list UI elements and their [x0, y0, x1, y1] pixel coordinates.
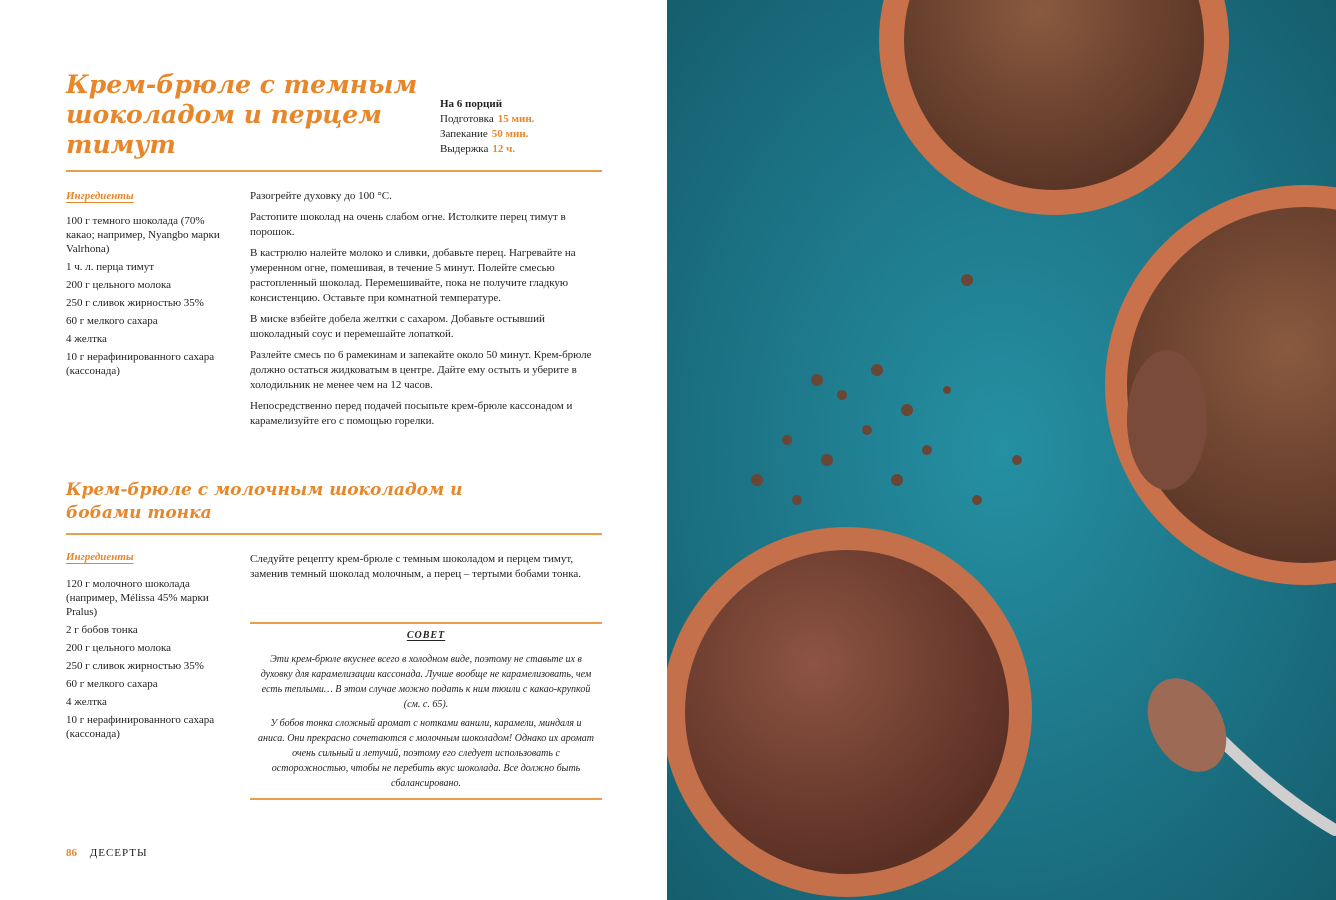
- tip-bottom-rule: [250, 798, 602, 800]
- time-value: 12 ч.: [492, 143, 516, 155]
- step-paragraph: В кастрюлю налейте молоко и сливки, добавьте перец. Нагревайте на умеренном огне, помешивая, в течение 5 минут. Полейте смесью растопленный шоколад. Перемешивайте, пока не получите гладкую консистенцию. Оставьте при комнатной температуре.: [250, 247, 576, 304]
- time-label: Подготовка: [440, 113, 494, 125]
- tip-top-rule: [250, 622, 602, 624]
- section-name: ДЕСЕРТЫ: [89, 847, 148, 859]
- tip-paragraph: Эти крем-брюле вкуснее всего в холодном виде, поэтому не ставьте их в духовку для карамелизации кассонада. Лучше вообще не карамелизовать, чем есть теплыми… В этом случае можно подать к ним тюили с какао-крупкой (см. с. 65).: [260, 654, 592, 710]
- ingredient-item: 120 г молочного шоколада (например, Mélissa 45% марки Pralus): [66, 578, 209, 618]
- creme-brulee-photo: [667, 0, 1336, 900]
- tip-box: [250, 622, 602, 800]
- ingredient-item: 1 ч. л. перца тимут: [66, 261, 155, 273]
- step-paragraph: Разлейте смесь по 6 рамекинам и запекайте около 50 минут. Крем-брюле должно остаться жидковатым в центре. Дайте ему остыть и уберите в холодильник не менее чем на 12 часов.: [250, 349, 592, 391]
- tip-heading: СОВЕТ: [406, 630, 446, 641]
- time-row: [440, 112, 534, 127]
- front-ramekin: [667, 527, 1032, 897]
- time-label: Запекание: [440, 128, 488, 140]
- ingredient-item: 4 желтка: [66, 333, 107, 345]
- photo-page: [667, 0, 1336, 900]
- tip-paragraph: У бобов тонка сложный аромат с нотками ванили, карамели, миндаля и аниса. Они прекрасно сочетаются с молочным шоколадом! Однако их аромат очень сильный и летучий, поэтому его следует использовать с осторожностью, чтобы не перебить вкус шоколада. Все должно быть сбалансировано.: [258, 718, 594, 789]
- portions-label: На 6 порций: [440, 98, 503, 110]
- ingredient-item: 200 г цельного молока: [66, 642, 172, 654]
- recipe1-portions-box: [440, 97, 534, 157]
- divider: [66, 170, 602, 172]
- ingredient-item: 250 г сливок жирностью 35%: [66, 660, 204, 672]
- tip-body: [258, 652, 594, 795]
- page-number: 86: [66, 847, 77, 859]
- page-footer: [66, 847, 148, 859]
- ingredient-item: 100 г темного шоколада (70% какао; например, Nyangbo марки Valrhona): [66, 215, 220, 255]
- time-value: 50 мин.: [491, 128, 529, 140]
- step-paragraph: Растопите шоколад на очень слабом огне. Истолките перец тимут в порошок.: [250, 211, 566, 238]
- time-row: [440, 127, 534, 142]
- intro-paragraph: Следуйте рецепту крем-брюле с темным шоколадом и перцем тимут, заменив темный шоколад молочным, а перец – тертыми бобами тонка.: [250, 553, 582, 580]
- recipe1-title: Крем-брюле с темным шоколадом и перцем тимут: [66, 70, 418, 159]
- ingredient-item: 200 г цельного молока: [66, 279, 172, 291]
- recipe1-steps: [250, 189, 602, 435]
- recipe2-ingredients-list: [66, 577, 231, 745]
- recipe2-title: Крем-брюле с молочным шоколадом и бобами тонка: [66, 480, 463, 523]
- step-paragraph: Разогрейте духовку до 100 °С.: [250, 190, 392, 202]
- recipe2-ingredients-heading: Ингредиенты: [66, 551, 134, 563]
- ingredient-item: 10 г нерафинированного сахара (кассонада): [66, 351, 215, 377]
- recipe1-ingredients-heading: Ингредиенты: [66, 190, 134, 202]
- step-paragraph: Непосредственно перед подачей посыпьте крем-брюле кассонадом и карамелизуйте его с помощью горелки.: [250, 400, 573, 427]
- ingredient-item: 4 желтка: [66, 696, 107, 708]
- ingredient-item: 60 г мелкого сахара: [66, 678, 158, 690]
- recipe2-intro: [250, 552, 602, 588]
- recipe1-ingredients-list: [66, 214, 231, 382]
- ingredient-item: 60 г мелкого сахара: [66, 315, 158, 327]
- ingredient-item: 2 г бобов тонка: [66, 624, 138, 636]
- text-page: [0, 0, 667, 900]
- ingredient-item: 10 г нерафинированного сахара (кассонада): [66, 714, 215, 740]
- time-row: [440, 142, 534, 157]
- ingredient-item: 250 г сливок жирностью 35%: [66, 297, 204, 309]
- time-label: Выдержка: [440, 143, 489, 155]
- step-paragraph: В миске взбейте добела желтки с сахаром. Добавьте остывший шоколадный соус и перемешайте лопаткой.: [250, 313, 545, 340]
- time-value: 15 мин.: [497, 113, 535, 125]
- divider: [66, 533, 602, 535]
